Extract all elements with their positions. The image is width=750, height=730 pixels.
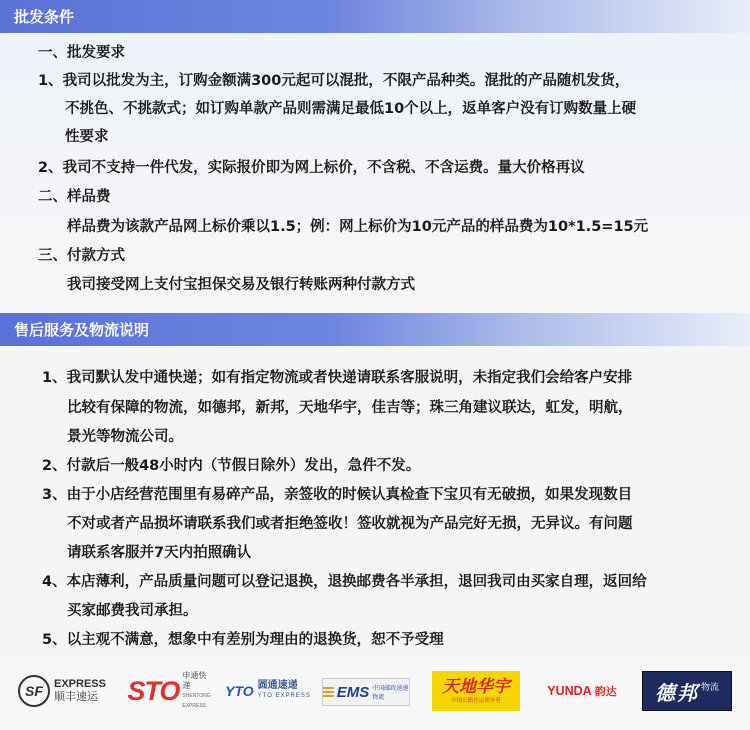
text-line: 1、我司默认发中通快递；如有指定物流或者快递请联系客服说明，未指定我们会给客户安排 (42, 370, 633, 386)
ems-stripes-icon (323, 687, 334, 697)
tiandi-huayu-logo (432, 671, 520, 711)
heading-payment-method: 三、付款方式 (38, 248, 125, 264)
section-header-wholesale (0, 0, 750, 33)
yunda-chinese-name: 韵达 (594, 686, 617, 698)
text-line: 不对或者产品损坏请联系我们或者拒绝签收！签收就视为产品完好无损，无异议。有问题 (67, 516, 633, 532)
sto-wordmark: STO (127, 675, 180, 706)
text-line: 买家邮费我司承担。 (67, 603, 198, 619)
ems-wordmark: EMS (336, 683, 370, 701)
text-line: 景光等物流公司。 (67, 429, 183, 445)
heading-sample-fee: 二、样品费 (38, 189, 111, 205)
ems-logo (322, 678, 410, 706)
text-line: 性要求 (65, 129, 109, 145)
yto-wordmark: YTO (225, 683, 254, 699)
text-line: 4、本店薄利，产品质量问题可以登记退换，退换邮费各半承担，退回我司由买家自理，返回给 (42, 574, 647, 590)
after-sales-panel (0, 346, 750, 662)
text-line: 比较有保障的物流，如德邦，新邦，天地华宇，佳吉等；珠三角建议联达，虹发，明航， (67, 400, 633, 416)
sto-chinese-name: 申通快递 (182, 671, 207, 690)
section-title: 售后服务及物流说明 (14, 321, 150, 339)
text-line: 我司接受网上支付宝担保交易及银行转账两种付款方式 (67, 277, 415, 293)
sf-english-name: EXPRESS (54, 678, 106, 690)
yunda-wordmark: YUNDA (547, 684, 592, 698)
text-line: 2、付款后一般48小时内（节假日除外）发出，急件不发。 (42, 458, 421, 474)
text-line: 不挑色、不挑款式；如订购单款产品则需满足最低10个以上，返单客户没有订购数量上硬 (65, 101, 637, 117)
text-line: 1、我司以批发为主，订购金额满300元起可以混批，不限产品种类。混批的产品随机发货， (38, 73, 630, 89)
wholesale-conditions-panel (0, 33, 750, 313)
yto-chinese-name: 圆通速递 (257, 680, 298, 691)
sf-express-logo (18, 672, 108, 710)
text-line: 5、以主观不满意，想象中有差别为理由的退换货，恕不予受理 (42, 632, 444, 648)
sto-express-logo (128, 672, 210, 710)
yto-english-name: YTO EXPRESS (257, 693, 311, 699)
ems-chinese-name: 中国邮政速递物流 (372, 686, 409, 701)
text-line: 请联系客服并7天内拍照确认 (67, 545, 252, 561)
sf-chinese-name: 顺丰速运 (54, 691, 98, 703)
text-line: 3、由于小店经营范围里有易碎产品，亲签收的时候认真检查下宝贝有无破损，如果发现数目 (42, 487, 633, 503)
yto-express-logo (222, 672, 314, 710)
sto-english-name: SHENTONG EXPRESS (182, 693, 211, 709)
section-header-after-sales (0, 313, 750, 346)
heading-wholesale-requirements: 一、批发要求 (38, 45, 125, 61)
text-line: 2、我司不支持一件代发，实际报价即为网上标价，不含税、不含运费。量大价格再议 (38, 160, 585, 176)
text-line: 样品费为该款产品网上标价乘以1.5；例：网上标价为10元产品的样品费为10*1.5=15元 (67, 219, 649, 235)
courier-logo-strip (0, 662, 750, 730)
yunda-logo (536, 672, 628, 710)
section-title: 批发条件 (14, 8, 75, 26)
sf-mark: SF (18, 675, 50, 707)
deppon-wordmark: 德邦 (654, 682, 699, 705)
hoau-wordmark: 天地华宇 (442, 677, 510, 696)
deppon-chinese-name: 物流 (700, 682, 719, 692)
deppon-logo (642, 671, 732, 711)
hoau-slogan: 中国公路快运领导者 (451, 698, 501, 704)
